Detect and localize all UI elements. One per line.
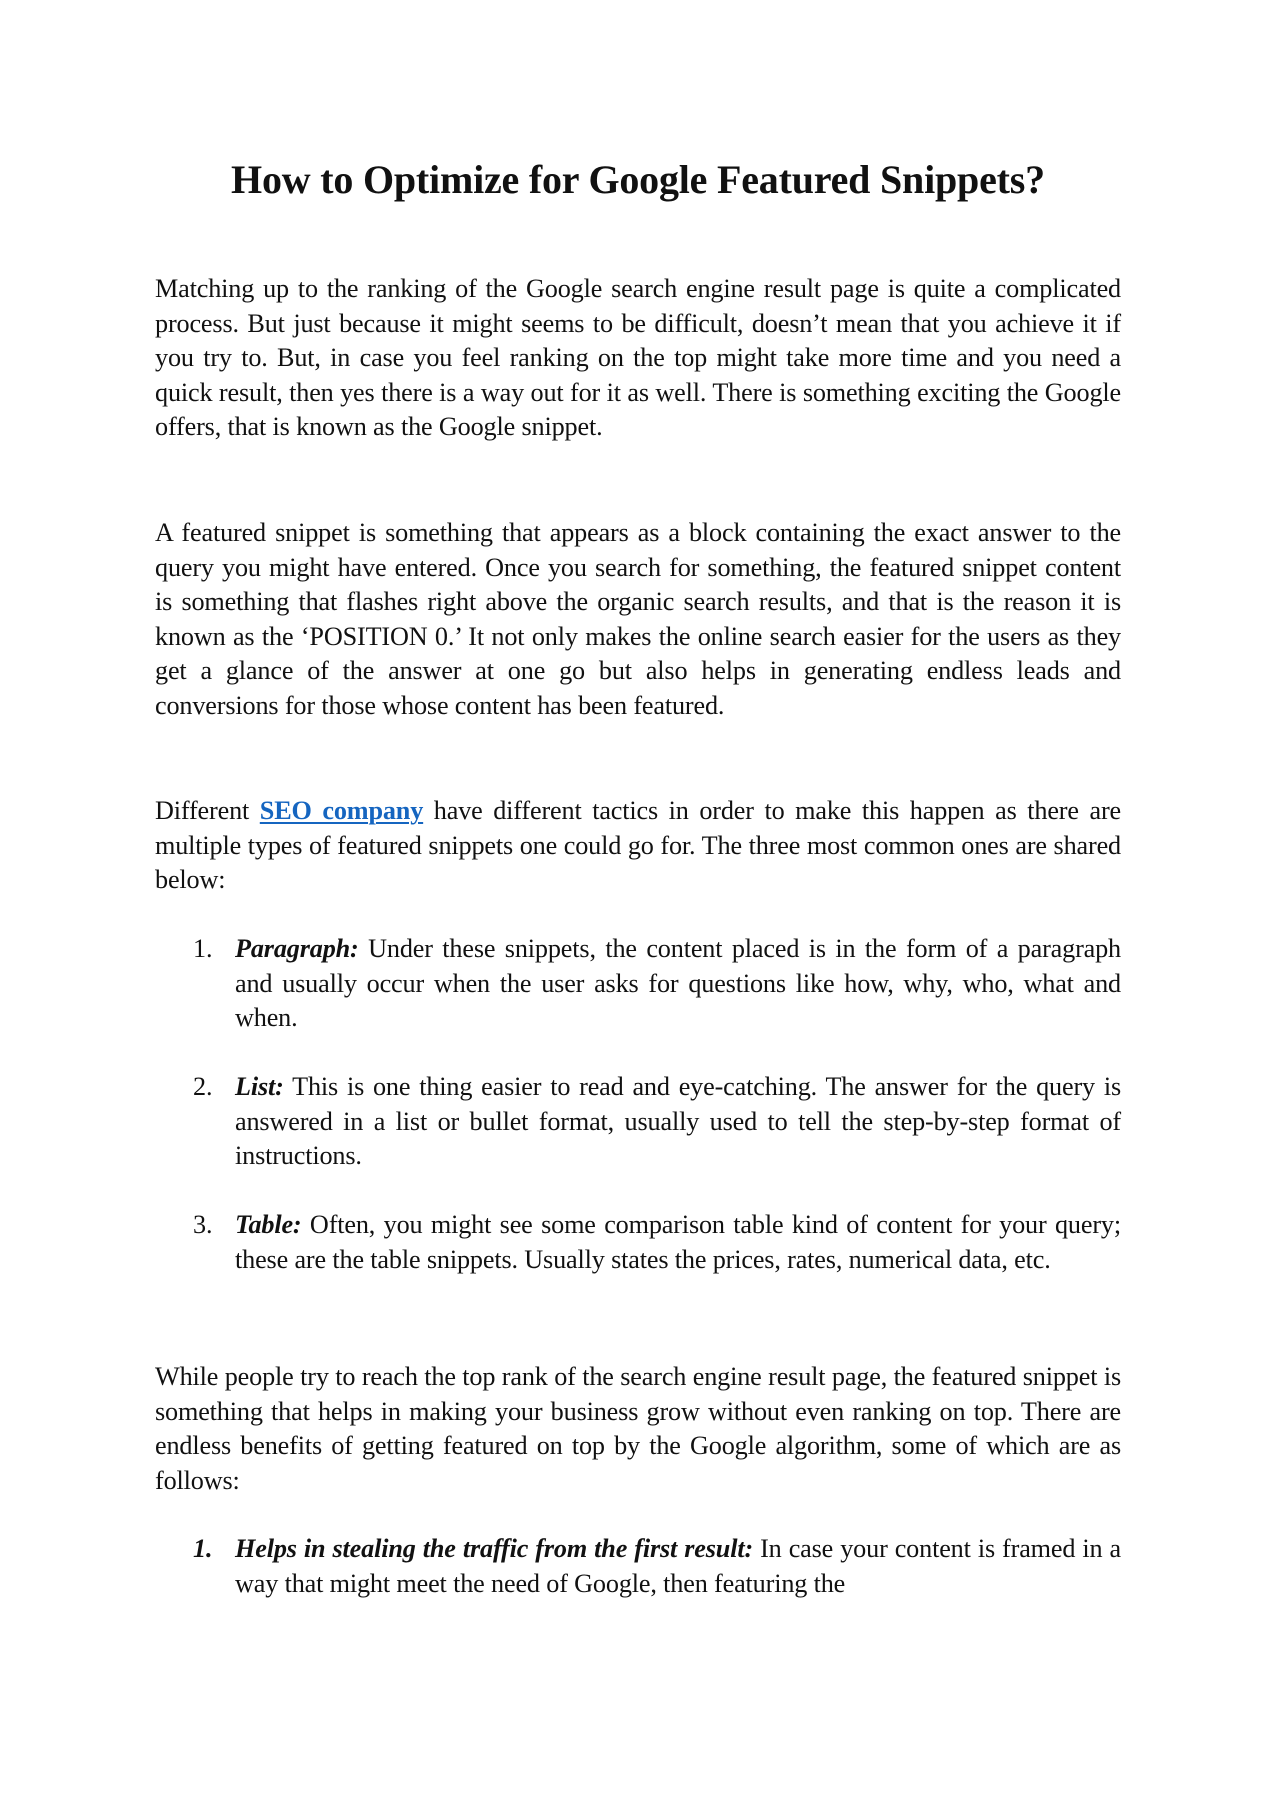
list-item-list-snippet bbox=[193, 1070, 1121, 1174]
list-item-paragraph-snippet bbox=[193, 932, 1121, 1036]
list-number: 2. bbox=[193, 1072, 213, 1101]
list-item-lead: Paragraph: bbox=[235, 934, 359, 963]
list-item-benefit-traffic bbox=[193, 1532, 1121, 1601]
list-item-body bbox=[235, 1532, 1121, 1601]
list-item-text: In case your content is framed in a way that might meet the need of Google, then featuring the bbox=[235, 1534, 1122, 1598]
seo-company-paragraph bbox=[155, 794, 1121, 898]
list-item-lead: Table: bbox=[235, 1210, 302, 1239]
list-item-lead: List: bbox=[235, 1072, 284, 1101]
list-item-body bbox=[235, 932, 1121, 1036]
featured-snippet-definition-paragraph: A featured snippet is something that appears as a block containing the exact answer to the query you might have entered. Once you search for something, the featured snippet content is something that flashes right above the organic search results, and that is the reason it is known as the ‘POSITION 0.’ It not only makes the online search easier for the users as they get a glance of the answer at one go but also helps in generating endless leads and conversions for those whose content has been featured. bbox=[155, 518, 1121, 720]
list-item-lead: Helps in stealing the traffic from the first result: bbox=[235, 1534, 754, 1563]
list-number: 3. bbox=[193, 1210, 213, 1239]
seo-company-link[interactable]: SEO company bbox=[259, 796, 424, 825]
benefits-intro-paragraph: While people try to reach the top rank of the search engine result page, the featured snippet is something that helps in making your business grow without even ranking on top. There are endless benefits of getting featured on top by the Google algorithm, some of which are as follows: bbox=[155, 1362, 1121, 1495]
intro-paragraph: Matching up to the ranking of the Google search engine result page is quite a complicated process. But just because it might seems to be difficult, doesn’t mean that you achieve it if you try to. But, in case you feel ranking on the top might take more time and you need a quick result, then yes there is a way out for it as well. There is something exciting the Google offers, that is known as the Google snippet. bbox=[155, 274, 1121, 442]
list-item-text: Often, you might see some comparison table kind of content for your query; these are the table snippets. Usually states the prices, rates, numerical data, etc. bbox=[235, 1210, 1121, 1274]
list-number: 1. bbox=[193, 1534, 213, 1563]
page-title: How to Optimize for Google Featured Snippets? bbox=[231, 157, 1045, 202]
paragraph-text-after-link: have different tactics in order to make this happen as there are multiple types of featured snippets one could go for. The three most common ones are shared below: bbox=[155, 796, 1121, 895]
list-item-body bbox=[235, 1070, 1121, 1174]
list-item-table-snippet bbox=[193, 1208, 1121, 1277]
paragraph-text-before-link: Different bbox=[155, 796, 260, 825]
list-item-text: This is one thing easier to read and eye-catching. The answer for the query is answered in a list or bullet format, usually used to tell the step-by-step format of instructions. bbox=[235, 1072, 1121, 1171]
list-item-text: Under these snippets, the content placed is in the form of a paragraph and usually occur when the user asks for questions like how, why, who, what and when. bbox=[235, 934, 1121, 1033]
list-number: 1. bbox=[193, 934, 213, 963]
list-item-body bbox=[235, 1208, 1121, 1277]
